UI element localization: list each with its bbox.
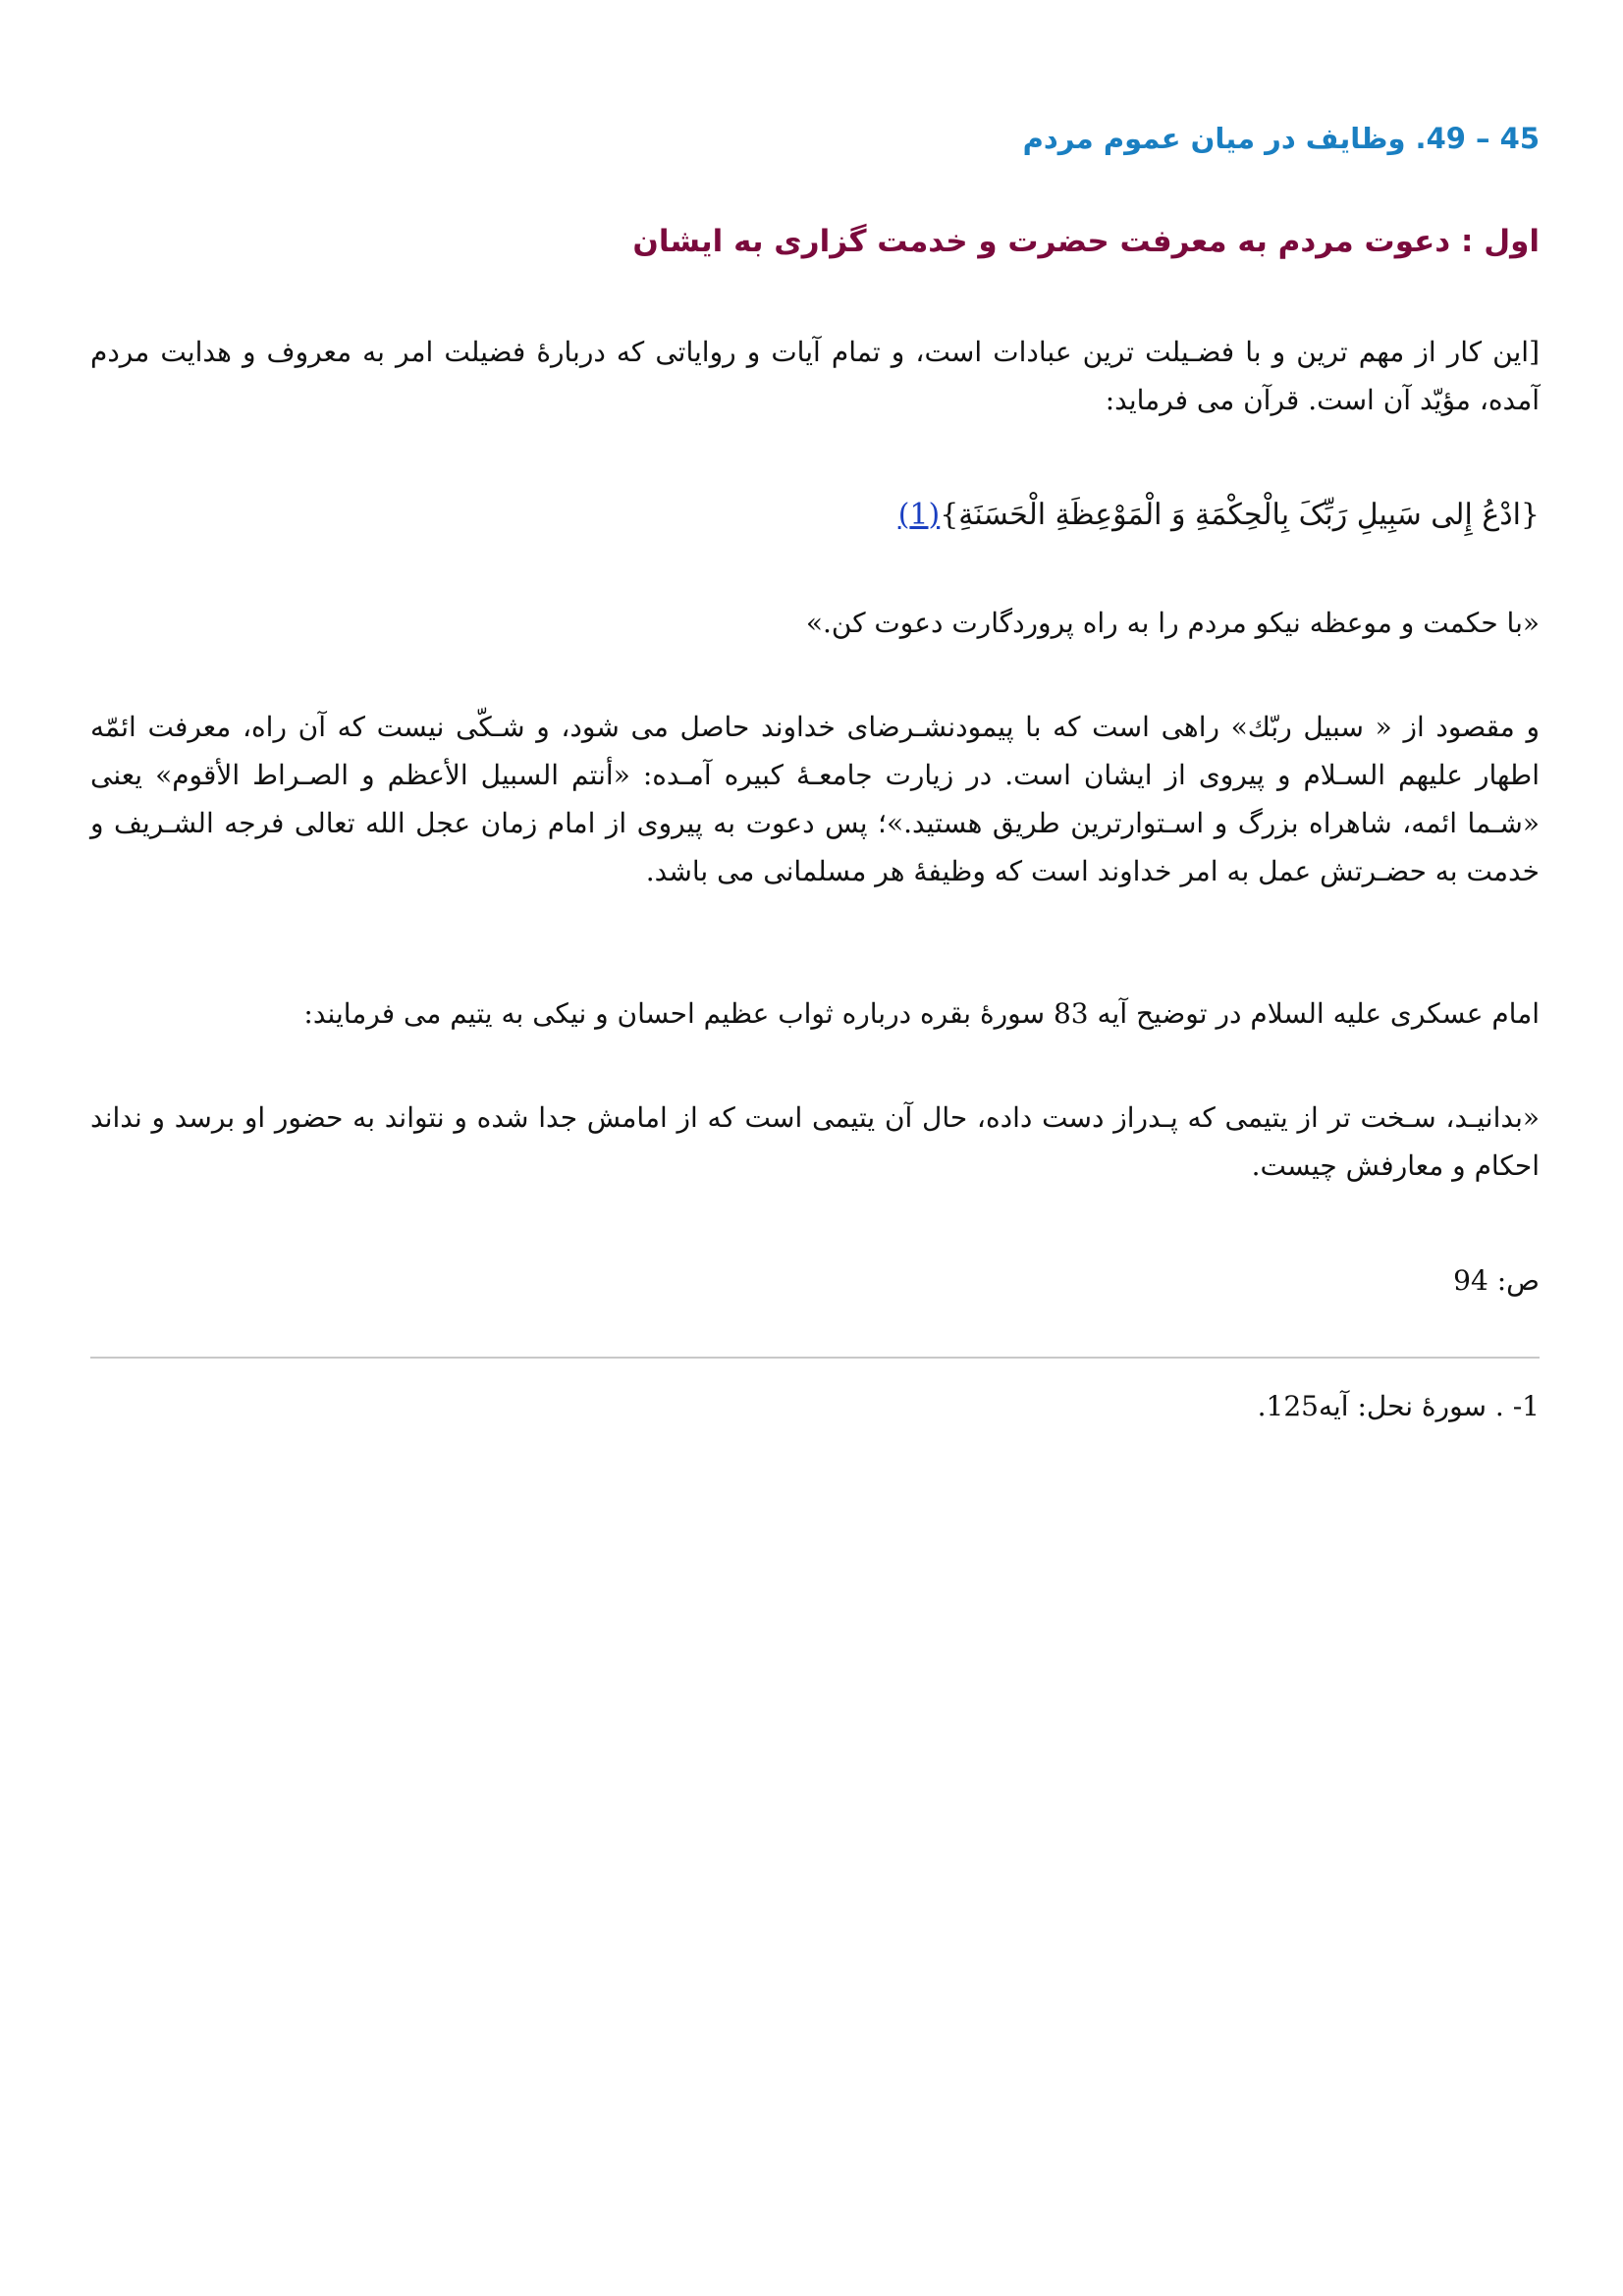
subtitle: اول : دعوت مردم به معرفت حضرت و خدمت گزاری به ایشان bbox=[632, 224, 1540, 259]
verse-text: {ادْعُ إِلی سَبِیلِ رَبِّکَ بِالْحِکْمَةِ وَ الْمَوْعِظَةِ الْحَسَنَةِ} bbox=[940, 498, 1540, 532]
intro-paragraph: [این کار از مهم ترین و با فضـیلت ترین عبادات است، و تمام آیات و روایاتی که دربارهٔ فضیلت امر به معروف و هدایت مردم آمده، مؤیّد آن است. قرآن می فرماید: bbox=[90, 336, 1540, 416]
verse-translation: «با حکمت و موعظه نیکو مردم را به راه پروردگارت دعوت کن.» bbox=[805, 607, 1540, 639]
page-number: ص: 94 bbox=[1453, 1264, 1540, 1297]
hadith-intro: امام عسکری علیه السلام در توضیح آیه 83 سورهٔ بقره درباره ثواب عظیم احسان و نیکی به یتیم می فرمایند: bbox=[303, 997, 1540, 1030]
section-title: 45 – 49. وظایف در میان عموم مردم bbox=[1022, 122, 1540, 155]
explanation-paragraph: و مقصود از « سبیل ربّك» راهی است که با پیمودنشـرضای خداوند حاصل می شود، و شـکّی نیست که آن راه، معرفت ائمّه اطهار علیهم السـلام و پیروی از ایشان است. در زیارت جامعـهٔ کبیره آمـده: «أنتم السبیل الأعظم و الصـراط الأقوم» یعنی «شـما ائمه، شاهراه بزرگ و اسـتوارترین طریق هستید.»؛ پس دعوت به پیروی از امام زمان عجل الله تعالی فرجه الشـریف و خدمت به حضـرتش عمل به امر خداوند است که وظیفهٔ هر مسلمانی می باشد. bbox=[90, 711, 1540, 887]
footnote-link[interactable]: (1) bbox=[897, 498, 941, 532]
footnote-text: 1- . سورهٔ نحل: آیه125. bbox=[1257, 1390, 1540, 1422]
quran-verse bbox=[90, 491, 1540, 539]
hadith-text: «بدانیـد، سـخت تر از یتیمی که پـدراز دست داده، حال آن یتیمی است که از امامش جدا شده و نتواند به حضور او برسد و نداند احکام و معارفش چیست. bbox=[90, 1101, 1540, 1182]
footnote-divider bbox=[90, 1357, 1540, 1359]
